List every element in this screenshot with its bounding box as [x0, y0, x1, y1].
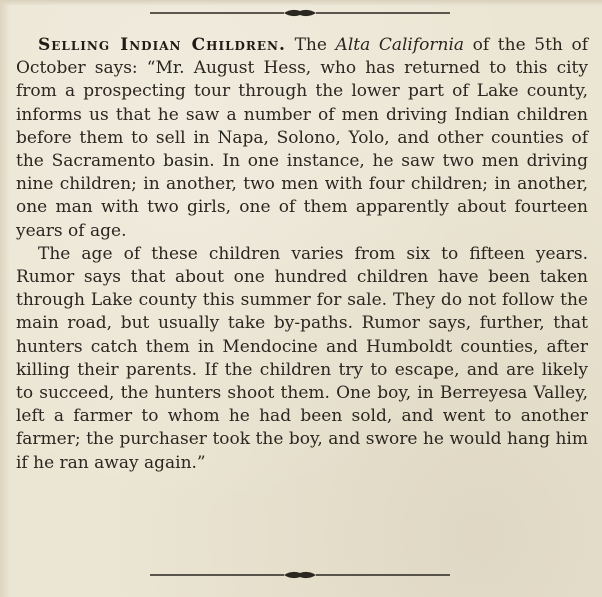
article-body [16, 34, 588, 475]
paragraph-1-text: of the 5th of October says: “Mr. August Hess, who has returned to this city from a prospecting tour through the lower part of Lake county, informs us that he saw a number of men driving Indian children before them to sell in Napa, Solono, Yolo, and other counties of the Sacramento basin. In one instance, he saw two men driving nine children; in another, two men with four children; in another, one man with two girls, one of them apparently about fourteen years of age. [16, 35, 589, 241]
article-paragraph-2: The age of these children varies from six to fifteen years. Rumor says that about one hundred children have been taken through Lake county this summer for sale. They do not follow the main road, but usually take by-paths. Rumor says, further, that hunters catch them in Mendocine and Humboldt counties, after killing their parents. If the children try to escape, and are likely to succeed, the hunters shoot them. One boy, in Berreyesa Valley, left a farmer to whom he had been sold, and went to another farmer; the purchaser took the boy, and swore he would hang him if he ran away again.” [16, 243, 588, 473]
article-paragraph-1 [16, 34, 588, 243]
page-edge-top [0, 0, 602, 6]
page-edge-left [0, 0, 10, 597]
source-newspaper-name: Alta California [335, 35, 465, 55]
bottom-ornament-rule-icon [150, 570, 450, 580]
article-headline: Selling Indian Children. [38, 35, 286, 55]
top-ornament-rule-icon [150, 8, 450, 18]
lead-before-text: The [294, 35, 336, 55]
